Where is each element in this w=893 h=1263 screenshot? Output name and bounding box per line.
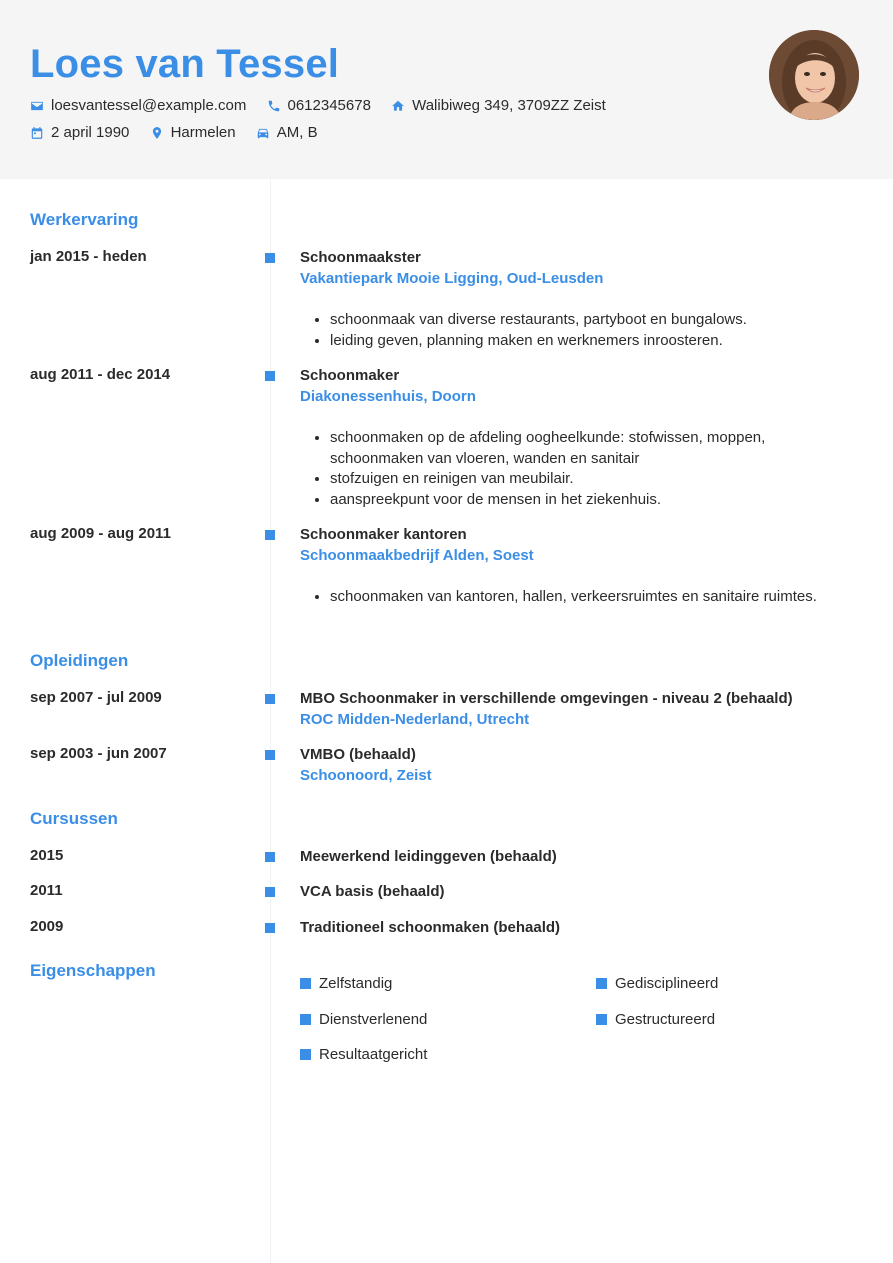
square-bullet-icon bbox=[300, 1049, 311, 1060]
trait-item bbox=[596, 1011, 715, 1028]
square-bullet-icon bbox=[596, 978, 607, 989]
square-bullet-icon bbox=[596, 1014, 607, 1025]
trait-label: Gestructureerd bbox=[615, 1011, 716, 1028]
bullet-item: • schoonmaken van kantoren, hallen, verkeersruimtes en sanitaire ruimtes. bbox=[330, 587, 860, 608]
trait-label: Zelfstandig bbox=[319, 975, 393, 992]
entry-title: Meewerkend leidinggeven (behaald) bbox=[300, 848, 557, 865]
timeline-marker bbox=[265, 887, 275, 897]
entry-organization: Schoonmaakbedrijf Alden, Soest bbox=[300, 547, 534, 564]
email-text: loesvantessel@example.com bbox=[51, 97, 247, 114]
section-title-courses: Cursussen bbox=[30, 809, 118, 828]
calendar-icon bbox=[30, 126, 44, 140]
contact-birthdate bbox=[30, 124, 129, 141]
entry-title: Traditioneel schoonmaken (behaald) bbox=[300, 919, 561, 936]
entry-date: aug 2011 - dec 2014 bbox=[30, 366, 171, 383]
entry-organization: ROC Midden-Nederland, Utrecht bbox=[300, 711, 530, 728]
contact-address bbox=[391, 97, 606, 114]
entry-content bbox=[300, 882, 860, 902]
entry-content bbox=[300, 847, 860, 867]
entry-bullets bbox=[300, 428, 860, 510]
address-text: Walibiweg 349, 3709ZZ Zeist bbox=[412, 97, 606, 114]
entry-bullets bbox=[300, 587, 860, 608]
entry-title: MBO Schoonmaker in verschillende omgevingen - niveau 2 (behaald) bbox=[300, 690, 793, 707]
entry-content bbox=[300, 689, 860, 730]
section-title-traits: Eigenschappen bbox=[30, 961, 156, 980]
entry-date: 2009 bbox=[30, 918, 64, 935]
bullet-item: • stofzuigen en reinigen van meubilair. bbox=[330, 469, 860, 490]
trait-item bbox=[596, 975, 718, 992]
contact-birthplace bbox=[150, 124, 236, 141]
contact-license bbox=[256, 124, 318, 141]
header bbox=[0, 0, 893, 179]
timeline-marker bbox=[265, 750, 275, 760]
entry-content bbox=[300, 366, 860, 510]
entry-date: 2015 bbox=[30, 847, 64, 864]
license-text: AM, B bbox=[276, 124, 318, 141]
timeline-marker bbox=[265, 852, 275, 862]
trait-label: Resultaatgericht bbox=[319, 1046, 428, 1063]
contact-phone[interactable] bbox=[267, 97, 371, 114]
timeline-marker bbox=[265, 253, 275, 263]
bullet-item: • schoonmaken op de afdeling oogheelkunde: stofwissen, moppen, schoonmaken van vloeren, wanden en sanitair bbox=[330, 428, 860, 469]
bullet-item: • aanspreekpunt voor de mensen in het ziekenhuis. bbox=[330, 490, 860, 511]
section-title-work: Werkervaring bbox=[30, 210, 139, 229]
trait-item bbox=[300, 1046, 427, 1063]
entry-organization: Vakantiepark Mooie Ligging, Oud-Leusden bbox=[300, 270, 604, 287]
timeline-marker bbox=[265, 371, 275, 381]
entry-title: VMBO (behaald) bbox=[300, 746, 416, 763]
profile-photo bbox=[769, 30, 859, 120]
avatar bbox=[769, 30, 859, 120]
entry-content bbox=[300, 918, 860, 938]
entry-date: sep 2003 - jun 2007 bbox=[30, 745, 167, 762]
contact-row-1 bbox=[30, 97, 622, 117]
entry-date: jan 2015 - heden bbox=[30, 248, 147, 265]
phone-text: 0612345678 bbox=[287, 97, 371, 114]
square-bullet-icon bbox=[300, 978, 311, 989]
entry-date: 2011 bbox=[30, 882, 63, 899]
timeline-marker bbox=[265, 923, 275, 933]
entry-organization: Diakonessenhuis, Doorn bbox=[300, 388, 476, 405]
envelope-icon bbox=[30, 99, 44, 113]
birthplace-text: Harmelen bbox=[170, 124, 236, 141]
contact-row-2 bbox=[30, 124, 334, 144]
timeline-divider bbox=[270, 179, 271, 1263]
candidate-name: Loes van Tessel bbox=[30, 42, 340, 86]
bullet-item: • leiding geven, planning maken en werknemers inroosteren. bbox=[330, 331, 860, 352]
entry-content bbox=[300, 248, 860, 351]
entry-bullets bbox=[300, 310, 860, 351]
entry-role: Schoonmaakster bbox=[300, 249, 421, 266]
entry-title: VCA basis (behaald) bbox=[300, 883, 445, 900]
section-title-education: Opleidingen bbox=[30, 651, 129, 670]
trait-item bbox=[300, 1011, 427, 1028]
entry-content bbox=[300, 525, 860, 608]
timeline-marker bbox=[265, 530, 275, 540]
trait-label: Gedisciplineerd bbox=[615, 975, 719, 992]
entry-role: Schoonmaker bbox=[300, 367, 400, 384]
square-bullet-icon bbox=[300, 1014, 311, 1025]
entry-content bbox=[300, 745, 860, 786]
entry-date: sep 2007 - jul 2009 bbox=[30, 689, 162, 706]
contact-email[interactable] bbox=[30, 97, 246, 114]
home-icon bbox=[391, 99, 405, 113]
entry-role: Schoonmaker kantoren bbox=[300, 526, 467, 543]
trait-label: Dienstverlenend bbox=[319, 1011, 428, 1028]
bullet-item: • schoonmaak van diverse restaurants, partyboot en bungalows. bbox=[330, 310, 860, 331]
birthdate-text: 2 april 1990 bbox=[51, 124, 130, 141]
timeline-marker bbox=[265, 694, 275, 704]
entry-date: aug 2009 - aug 2011 bbox=[30, 525, 171, 542]
phone-icon bbox=[267, 99, 281, 113]
trait-item bbox=[300, 975, 392, 992]
entry-organization: Schoonoord, Zeist bbox=[300, 767, 432, 784]
car-icon bbox=[256, 126, 270, 140]
location-pin-icon bbox=[150, 126, 164, 140]
